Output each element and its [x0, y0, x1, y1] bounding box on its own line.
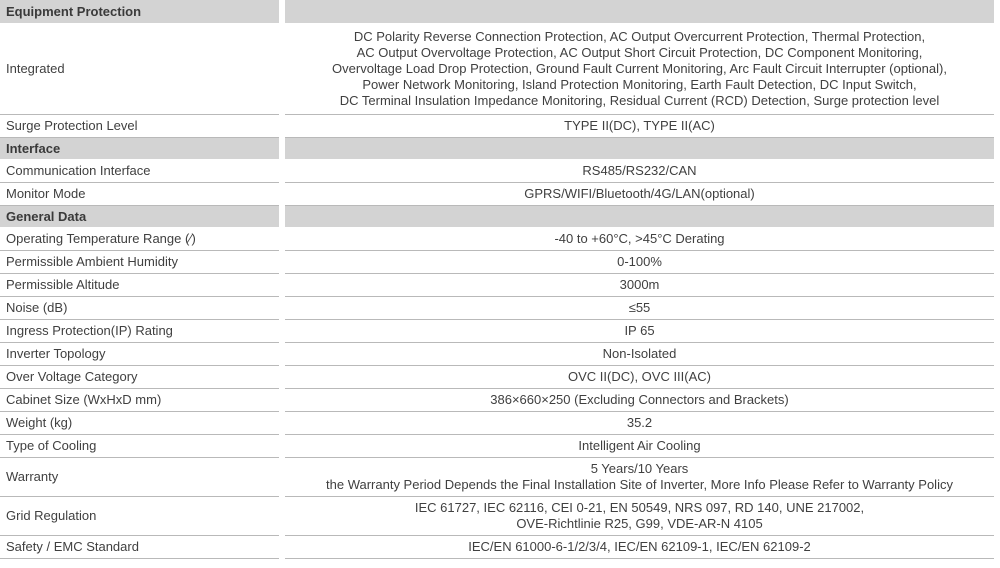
- spec-value-integrated: [285, 24, 994, 115]
- spec-value-line: the Warranty Period Depends the Final Installation Site of Inverter, More Info Please Refer to Warranty Policy: [326, 477, 953, 492]
- spec-row-grid-regulation: [0, 497, 994, 536]
- spec-value-line: DC Terminal Insulation Impedance Monitoring, Residual Current (RCD) Detection, Surge protection level: [339, 93, 940, 108]
- spec-value-line: IEC 61727, IEC 62116, CEI 0-21, EN 50549, NRS 097, RD 140, UNE 217002,: [414, 500, 865, 515]
- spec-label: Communication Interface: [0, 160, 279, 183]
- spec-label: Surge Protection Level: [0, 115, 279, 138]
- spec-label: Type of Cooling: [0, 435, 279, 458]
- spec-value: 35.2: [285, 412, 994, 435]
- section-header-fill: [285, 206, 994, 228]
- spec-label: Permissible Altitude: [0, 274, 279, 297]
- spec-value: GPRS/WIFI/Bluetooth/4G/LAN(optional): [285, 183, 994, 206]
- spec-value-line: Power Network Monitoring, Island Protection Monitoring, Earth Fault Detection, DC Input Switch,: [362, 77, 917, 92]
- section-header-fill: [285, 0, 994, 24]
- spec-row-communication-interface: [0, 160, 994, 183]
- spec-label: Safety / EMC Standard: [0, 536, 279, 559]
- spec-row-warranty: [0, 458, 994, 497]
- spec-value-line: Overvoltage Load Drop Protection, Ground Fault Current Monitoring, Arc Fault Circuit Interrupter (optional),: [332, 61, 947, 76]
- spec-value-line: AC Output Overvoltage Protection, AC Output Short Circuit Protection, DC Component Monitoring,: [356, 45, 923, 60]
- spec-value: 0-100%: [285, 251, 994, 274]
- spec-value-line: 5 Years/10 Years: [590, 461, 689, 476]
- spec-row-safety-emc: [0, 536, 994, 559]
- section-title-general-data: General Data: [0, 206, 279, 228]
- spec-value: 3000m: [285, 274, 994, 297]
- spec-row-over-voltage-category: [0, 366, 994, 389]
- spec-label: Warranty: [0, 458, 279, 497]
- spec-label: Operating Temperature Range (⁄): [0, 228, 279, 251]
- spec-label: Over Voltage Category: [0, 366, 279, 389]
- section-title-equipment-protection: Equipment Protection: [0, 0, 279, 24]
- spec-value-warranty: [285, 458, 994, 497]
- spec-value-grid-regulation: [285, 497, 994, 536]
- spec-row-monitor-mode: [0, 183, 994, 206]
- section-header-fill: [285, 138, 994, 160]
- spec-value: -40 to +60°C, >45°C Derating: [285, 228, 994, 251]
- spec-row-ambient-humidity: [0, 251, 994, 274]
- spec-row-cooling: [0, 435, 994, 458]
- spec-row-inverter-topology: [0, 343, 994, 366]
- spec-value: OVC II(DC), OVC III(AC): [285, 366, 994, 389]
- spec-value-line: DC Polarity Reverse Connection Protection, AC Output Overcurrent Protection, Thermal Protection,: [353, 29, 926, 44]
- spec-row-integrated: [0, 24, 994, 115]
- spec-label: Monitor Mode: [0, 183, 279, 206]
- section-equipment-protection: [0, 0, 994, 24]
- spec-label: Integrated: [0, 24, 279, 115]
- spec-row-surge-protection: [0, 115, 994, 138]
- spec-label: Weight (kg): [0, 412, 279, 435]
- section-general-data: [0, 206, 994, 228]
- spec-row-noise: [0, 297, 994, 320]
- spec-label: Cabinet Size (WxHxD mm): [0, 389, 279, 412]
- spec-value: IP 65: [285, 320, 994, 343]
- spec-row-ingress-protection: [0, 320, 994, 343]
- spec-label: Ingress Protection(IP) Rating: [0, 320, 279, 343]
- spec-row-cabinet-size: [0, 389, 994, 412]
- spec-label: Permissible Ambient Humidity: [0, 251, 279, 274]
- spec-label: Noise (dB): [0, 297, 279, 320]
- spec-value: IEC/EN 61000-6-1/2/3/4, IEC/EN 62109-1, IEC/EN 62109-2: [285, 536, 994, 559]
- spec-row-operating-temperature: [0, 228, 994, 251]
- section-interface: [0, 138, 994, 160]
- spec-value: Intelligent Air Cooling: [285, 435, 994, 458]
- section-title-interface: Interface: [0, 138, 279, 160]
- spec-row-altitude: [0, 274, 994, 297]
- spec-value: 386×660×250 (Excluding Connectors and Brackets): [285, 389, 994, 412]
- spec-label: Inverter Topology: [0, 343, 279, 366]
- spec-value-line: OVE-Richtlinie R25, G99, VDE-AR-N 4105: [516, 516, 763, 531]
- spec-label: Grid Regulation: [0, 497, 279, 536]
- spec-value: Non-Isolated: [285, 343, 994, 366]
- spec-row-weight: [0, 412, 994, 435]
- spec-value: TYPE II(DC), TYPE II(AC): [285, 115, 994, 138]
- spec-value: RS485/RS232/CAN: [285, 160, 994, 183]
- spec-value: ≤55: [285, 297, 994, 320]
